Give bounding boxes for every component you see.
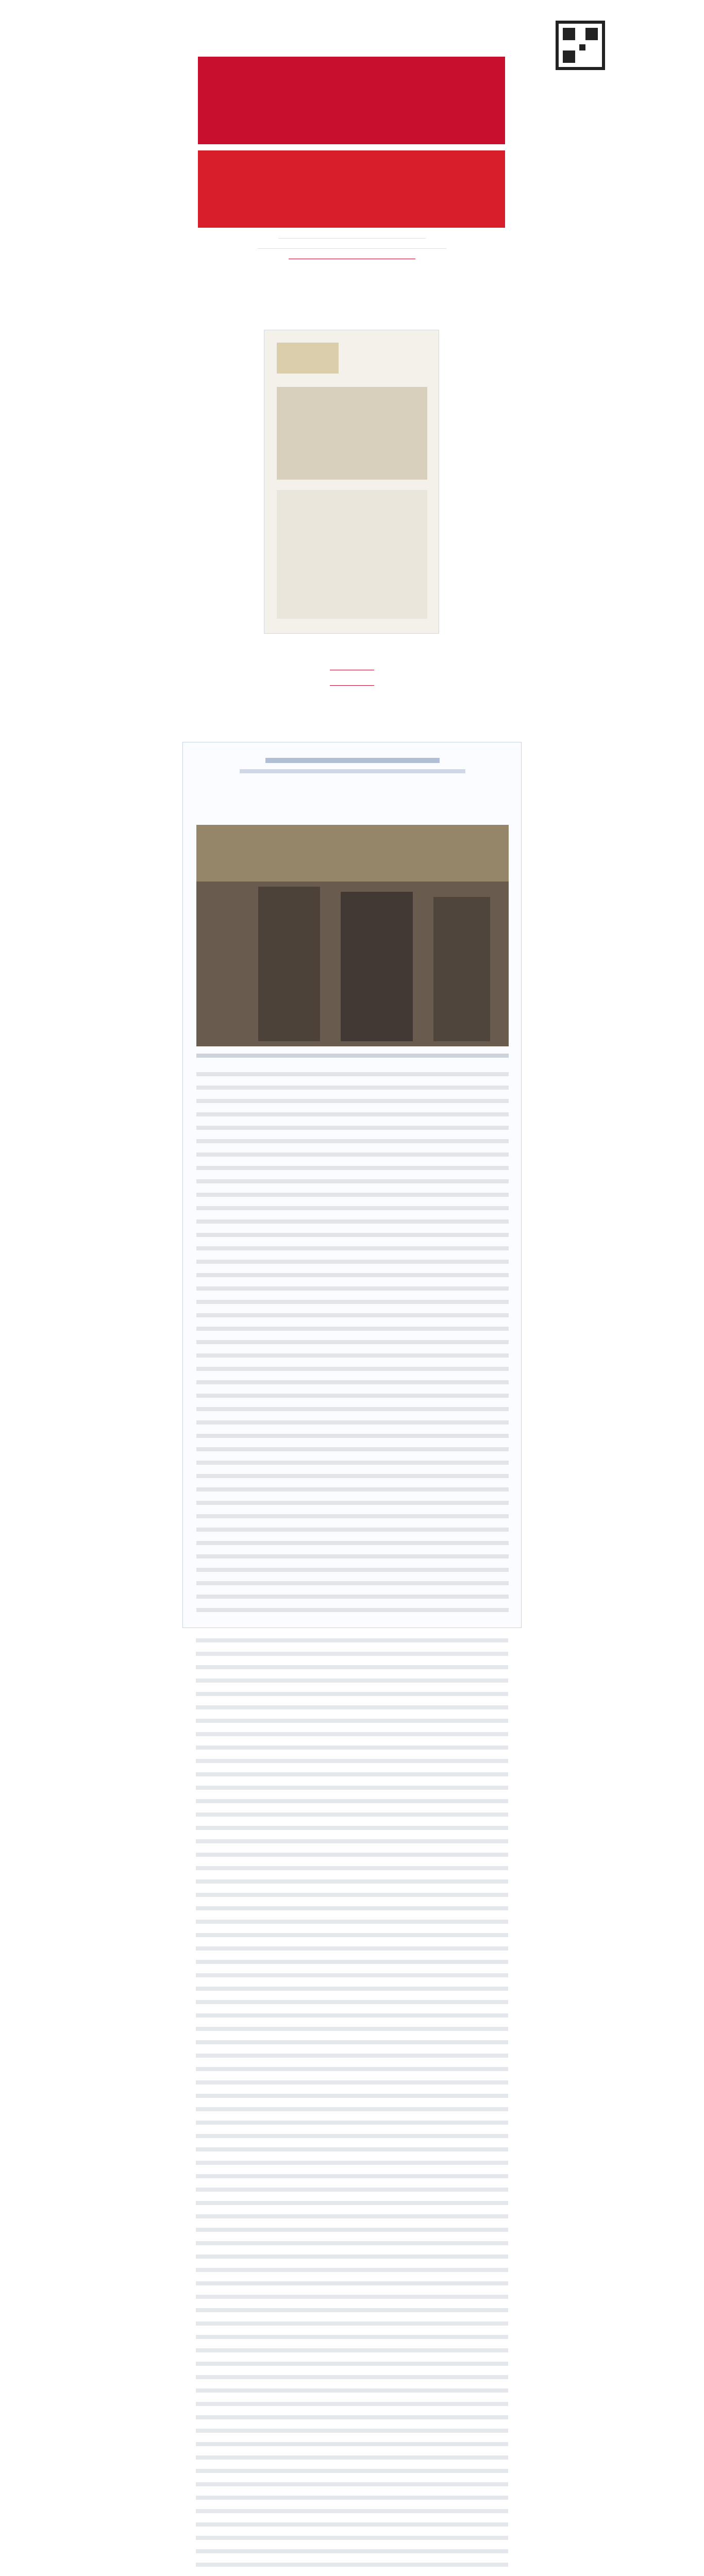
article-body bbox=[196, 1072, 509, 1618]
article-header bbox=[155, 10, 515, 46]
article-photo bbox=[196, 825, 509, 1046]
qr-code bbox=[556, 21, 605, 70]
article-title bbox=[155, 10, 515, 26]
magazine-cover-image bbox=[264, 330, 439, 634]
ad-banner[interactable] bbox=[198, 150, 505, 228]
ad-banner[interactable] bbox=[198, 57, 505, 144]
ad-banner-text bbox=[198, 150, 505, 176]
article-text-continued bbox=[196, 1638, 508, 2576]
ad-banner-text bbox=[198, 57, 505, 88]
article-card bbox=[182, 742, 522, 1628]
article-meta bbox=[155, 29, 515, 39]
